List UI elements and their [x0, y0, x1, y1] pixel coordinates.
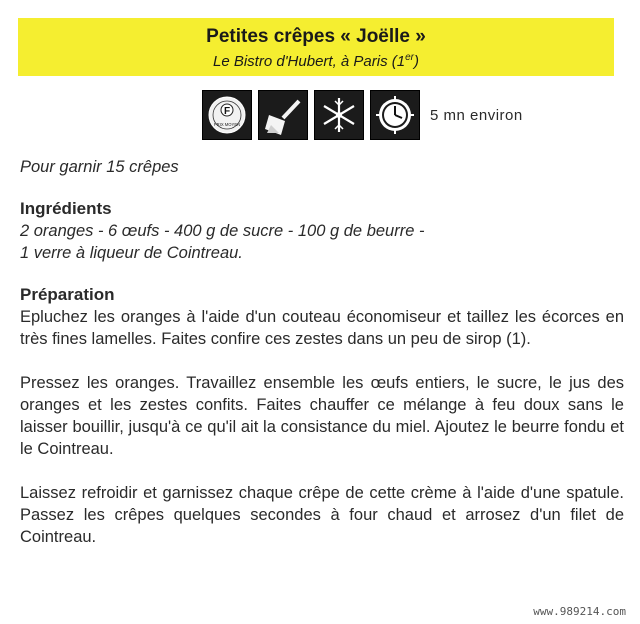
- recipe-title: Petites crêpes « Joëlle »: [206, 26, 426, 47]
- source-superscript: er: [405, 52, 415, 63]
- recipe-source: [18, 52, 614, 70]
- preparation-heading: Préparation: [20, 285, 115, 304]
- clock-icon: [370, 90, 420, 140]
- prep-time: 5 mn environ: [430, 106, 523, 124]
- preparation-step-2: Pressez les oranges. Travaillez ensemble les œufs entiers, le sucre, le jus des oranges et les zestes confits. Faites chauffer ce mélange à feu doux sans le laisser bouillir, jusqu'à ce qu'il ait la consistance du miel. Ajoutez le beurre fondu et le Cointreau.: [20, 374, 624, 458]
- ingredients-line: 2 oranges - 6 œufs - 400 g de sucre - 100 g de beurre -: [20, 222, 425, 240]
- freezer-icon: [314, 90, 364, 140]
- ingredients-list: [20, 220, 624, 264]
- recipe-body: [20, 156, 624, 570]
- price-ring-text: PRIX MOYEN: [213, 122, 241, 127]
- franc-letter: F: [223, 106, 231, 117]
- ingredients-heading: Ingrédients: [20, 199, 112, 218]
- source-close: ): [414, 53, 420, 70]
- preparation-step-1: Epluchez les oranges à l'aide d'un couteau économiseur et taillez les écorces en très fines lamelles. Faites confire ces zestes dans un peu de sirop (1).: [20, 308, 624, 348]
- watermark: www.989214.com: [533, 605, 626, 618]
- preparation-step-3: Laissez refroidir et garnissez chaque crêpe de cette crème à l'aide d'une spatule. Passez les crêpes quelques secondes à four chaud et arrosez d'un filet de Cointreau.: [20, 484, 624, 546]
- serving-size: Pour garnir 15 crêpes: [20, 158, 179, 176]
- recipe-header: [18, 18, 614, 76]
- recipe-icons: [202, 89, 523, 141]
- pan-icon: [258, 90, 308, 140]
- franc-price-icon: [202, 90, 252, 140]
- source-text: Le Bistro d'Hubert, à Paris (1: [212, 53, 406, 70]
- ingredients-line: 1 verre à liqueur de Cointreau.: [20, 244, 243, 262]
